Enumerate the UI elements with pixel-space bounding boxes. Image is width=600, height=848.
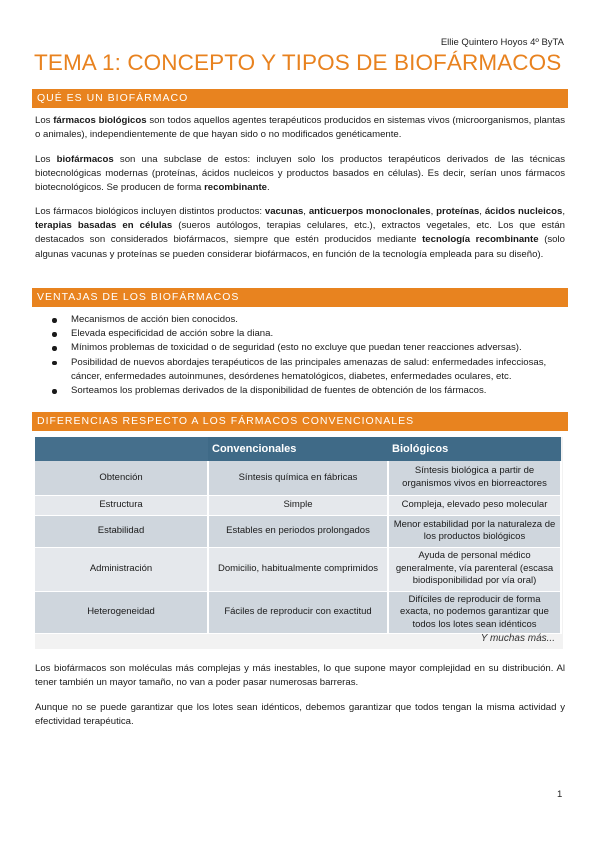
list-item — [52, 341, 564, 355]
paragraph-products — [35, 205, 565, 262]
table-cell: Simple — [208, 495, 388, 515]
text-run: , — [562, 206, 565, 217]
paragraph-biologic-drugs — [35, 114, 565, 142]
text-run: , — [303, 206, 309, 217]
bullet-icon — [52, 361, 57, 366]
table-row-label: Heterogeneidad — [35, 591, 208, 634]
table-row — [35, 495, 561, 515]
table-row-label: Estabilidad — [35, 515, 208, 547]
table-cell: Fáciles de reproducir con exactitud — [208, 591, 388, 634]
list-item-text: Mecanismos de acción bien conocidos. — [71, 314, 238, 325]
list-item-text: Elevada especificidad de acción sobre la diana. — [71, 328, 274, 340]
table-row-label: Administración — [35, 547, 208, 591]
advantages-list — [52, 313, 564, 398]
text-run: . — [266, 182, 270, 194]
table-row — [35, 515, 561, 547]
paragraph-batches: Aunque no se puede garantizar que los lotes sean idénticos, debemos garantizar que todos tengan la misma actividad y efectividad terapéutica. — [35, 702, 565, 728]
list-item-text: Sorteamos los problemas derivados de la disponibilidad de fuentes de obtención de los fármacos. — [71, 385, 487, 397]
table-row-label: Obtención — [35, 461, 208, 495]
page-title: TEMA 1: CONCEPTO Y TIPOS DE BIOFÁRMACOS — [34, 50, 562, 75]
table-cell: Compleja, elevado peso molecular — [388, 495, 561, 515]
text-run: , — [430, 206, 437, 217]
table-cell: Domicilio, habitualmente comprimidos — [208, 547, 388, 591]
table-row — [35, 461, 561, 495]
table-row — [35, 591, 561, 634]
table-cell: Menor estabilidad por la naturaleza de los productos biológicos — [388, 515, 561, 547]
page-number: 1 — [557, 789, 563, 800]
list-item — [52, 327, 564, 341]
text-run: Los — [35, 115, 54, 126]
bold-term: proteínas — [436, 206, 480, 217]
table-footer-note: Y muchas más... — [480, 633, 555, 644]
bold-term: fármacos biológicos — [53, 115, 147, 126]
table-cell: Difíciles de reproducir de forma exacta, no podemos garantizar que todos los lotes sean idénticos — [388, 591, 561, 634]
bullet-icon — [52, 346, 57, 351]
bullet-icon — [52, 318, 57, 323]
comparison-table-figure — [35, 437, 563, 649]
text-run: (sueros autólogos, terapias celulares, etc.), extractos vegetales, etc. Los que están destacados son considerados biofármacos, siempre que estén producidos mediante — [35, 220, 565, 246]
list-item — [52, 356, 564, 384]
table-cell: Ayuda de personal médico generalmente, vía parenteral (escasa biodisponibilidad por vía oral) — [388, 547, 561, 591]
list-item — [52, 384, 564, 398]
table-row-label: Estructura — [35, 495, 208, 515]
text-run: son todos aquellos agentes terapéuticos producidos en sistemas vivos (microorganismos, plantas o animales), independientemente de que hayan sido o no modificados genéticamente. — [35, 115, 565, 141]
text-run: Los — [35, 154, 57, 165]
author-name: Ellie Quintero Hoyos 4º ByTA — [440, 37, 564, 48]
table-header-biological: Biológicos — [388, 437, 561, 461]
text-run: , — [479, 206, 485, 217]
list-item — [52, 313, 564, 327]
table-header-conventional: Convencionales — [208, 437, 388, 461]
table-header-empty — [35, 437, 208, 461]
bold-term: recombinante — [204, 182, 267, 194]
bold-term: terapias basadas en células — [35, 220, 173, 232]
paragraph-complexity: Los biofármacos son moléculas más complejas y más inestables, lo que supone mayor complejidad en su distribución. Al tener también un mayor tamaño, no van a poder pasar numerosas barreras. — [35, 663, 565, 689]
bold-term: vacunas — [264, 206, 304, 217]
bold-term: ácidos nucleicos — [484, 206, 563, 217]
bold-term: biofármacos — [56, 154, 114, 165]
bold-term: anticuerpos monoclonales — [308, 206, 431, 217]
text-run: (solo algunas vacunas y proteínas se pueden considerar biofármacos, en función de la tecnología empleada para su diseño). — [35, 234, 565, 260]
text-run: son una subclase de estos: incluyen solo los productos terapéuticos derivados de las técnicas biotecnológicas modernas (proteínas, ácidos nucleicos y productos basados en células). Es decir, serían unos fármacos biotecnológicos. Se producen de forma — [35, 154, 566, 194]
section-heading-differences: DIFERENCIAS RESPECTO A LOS FÁRMACOS CONVENCIONALES — [32, 412, 568, 431]
text-run: Los fármacos biológicos incluyen distintos productos: — [35, 206, 265, 217]
list-item-text: Mínimos problemas de toxicidad o de seguridad (esto no excluye que puedan tener reacciones adversas). — [71, 342, 522, 354]
table-cell: Síntesis química en fábricas — [208, 461, 388, 495]
comparison-table — [35, 437, 562, 634]
table-row — [35, 547, 561, 591]
section-heading-advantages: VENTAJAS DE LOS BIOFÁRMACOS — [32, 288, 568, 307]
list-item-text: Posibilidad de nuevos abordajes terapéuticos de las principales amenazas de salud: enfermedades infecciosas, cáncer, enfermedades autoinmunes, desórdenes hematológicos, diabetes, enfermedades oculares, etc. — [71, 356, 547, 382]
table-header-row — [35, 437, 561, 461]
paragraph-biopharmaceuticals — [35, 153, 565, 196]
bold-term: tecnología recombinante — [422, 234, 539, 246]
section-heading-what-is: QUÉ ES UN BIOFÁRMACO — [32, 89, 568, 108]
table-cell: Síntesis biológica a partir de organismos vivos en biorreactores — [388, 461, 561, 495]
bullet-icon — [52, 389, 57, 394]
table-cell: Estables en periodos prolongados — [208, 515, 388, 547]
bullet-icon — [52, 332, 57, 337]
